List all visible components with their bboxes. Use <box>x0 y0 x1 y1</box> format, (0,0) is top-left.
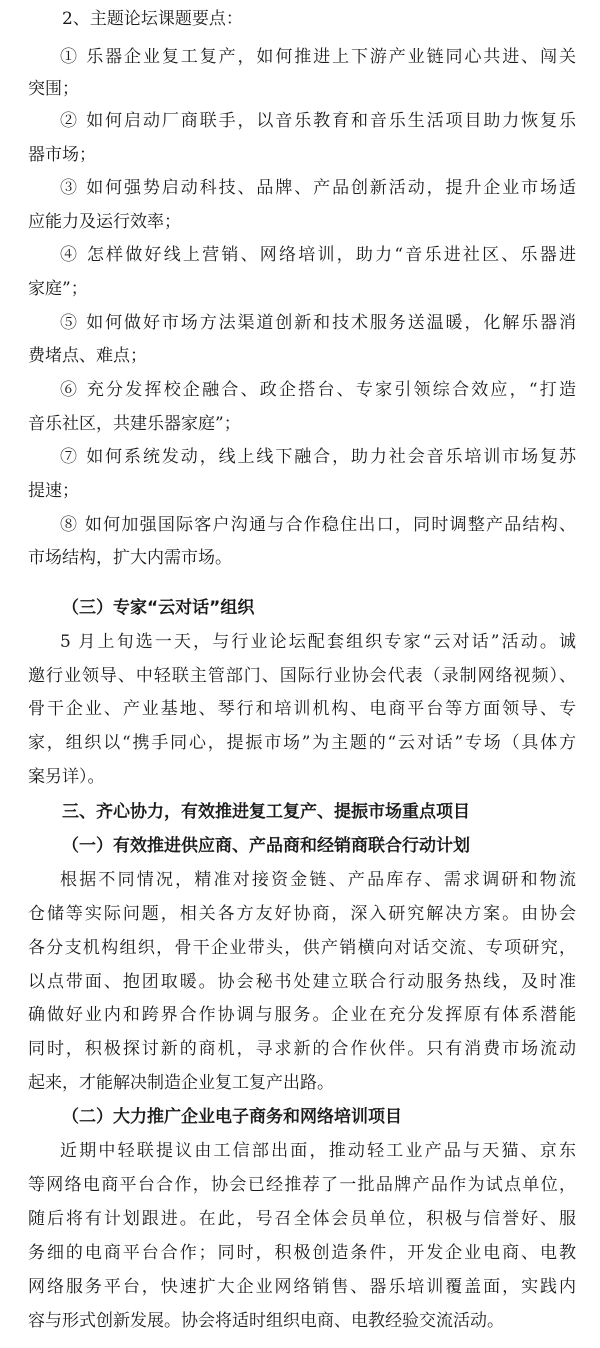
forum-point-4-line-2: 家庭”； <box>28 279 88 299</box>
supply-chain-line-7: 起来，才能解决制造企业复工复产出路。 <box>28 1073 334 1093</box>
forum-point-7-line-1: ⑦ 如何系统发动，线上线下融合，助力社会音乐培训市场复苏 <box>60 447 576 467</box>
forum-point-4-line-1: ④ 怎样做好线上营销、网络培训，助力“音乐进社区、乐器进 <box>60 245 576 265</box>
forum-point-3-line-1: ③ 如何强势启动科技、品牌、产品创新活动，提升企业市场适 <box>60 178 576 198</box>
supply-chain-line-4: 以点带面、抱团取暖。协会秘书处建立联合行动服务热线，及时准 <box>28 972 576 992</box>
supply-chain-line-6: 同时，积极探讨新的商机，寻求新的合作伙伴。只有消费市场流动 <box>28 1039 576 1059</box>
ecommerce-line-3: 随后将有计划跟进。在此，号召全体会员单位，积极与信誉好、服 <box>28 1209 576 1229</box>
supply-chain-line-3: 各分支机构组织，骨干企业带头，供产销横向对话交流、专项研究， <box>28 938 576 958</box>
cloud-dialogue-line-4: 家，组织以“携手同心，提振市场”为主题的“云对话”专场（具体方 <box>28 733 576 753</box>
forum-point-8-line-1: ⑧ 如何加强国际客户沟通与合作稳住出口，同时调整产品结构、 <box>60 515 576 535</box>
ecommerce-line-1: 近期中轻联提议由工信部出面，推动轻工业产品与天猫、京东 <box>60 1141 576 1161</box>
forum-point-8-line-2: 市场结构，扩大内需市场。 <box>28 548 232 568</box>
forum-point-7-line-2: 提速； <box>28 481 79 501</box>
cloud-dialogue-line-5: 案另详）。 <box>28 767 105 787</box>
cloud-dialogue-line-1: 5 月上旬选一天，与行业论坛配套组织专家“云对话”活动。诚 <box>60 632 576 652</box>
ecommerce-line-4: 务细的电商平台合作；同时，积极创造条件，开发企业电商、电教 <box>28 1243 576 1263</box>
forum-point-1-line-2: 突围； <box>28 79 79 99</box>
ecommerce-line-2: 等网络电商平台合作，协会已经推荐了一批品牌产品作为试点单位， <box>28 1175 576 1195</box>
cloud-dialogue-heading: （三）专家“云对话”组织 <box>62 598 255 618</box>
supply-chain-line-2: 仓储等实际问题，相关各方友好协商，深入研究解决方案。由协会 <box>28 904 576 924</box>
ecommerce-line-5: 网络服务平台，快速扩大企业网络销售、器乐培训覆盖面，实践内 <box>28 1277 576 1297</box>
cloud-dialogue-line-3: 骨干企业、产业基地、琴行和培训机构、电商平台等方面领导、专 <box>28 699 576 719</box>
supply-chain-heading: （一）有效推进供应商、产品商和经销商联合行动计划 <box>62 836 470 856</box>
cloud-dialogue-line-2: 邀行业领导、中轻联主管部门、国际行业协会代表（录制网络视频）、 <box>28 666 576 686</box>
forum-point-5-line-1: ⑤ 如何做好市场方法渠道创新和技术服务送温暖，化解乐器消 <box>60 313 576 333</box>
forum-point-3-line-2: 应能力及运行效率； <box>28 212 181 232</box>
ecommerce-heading: （二）大力推广企业电子商务和网络培训项目 <box>62 1107 402 1127</box>
forum-point-5-line-2: 费堵点、难点； <box>28 346 147 366</box>
section-three-heading: 三、齐心协力，有效推进复工复产、提振市场重点项目 <box>62 802 470 822</box>
forum-point-2-line-2: 器市场； <box>28 145 96 165</box>
forum-point-6-line-1: ⑥ 充分发挥校企融合、政企搭台、专家引领综合效应，“打造 <box>60 380 576 400</box>
supply-chain-line-1: 根据不同情况，精准对接资金链、产品库存、需求调研和物流 <box>60 870 576 890</box>
ecommerce-line-6: 容与形式创新发展。协会将适时组织电商、电教经验交流活动。 <box>28 1311 504 1331</box>
forum-point-6-line-2: 音乐社区，共建乐器家庭”； <box>28 414 241 434</box>
forum-point-1-line-1: ① 乐器企业复工复产，如何推进上下游产业链同心共进、闯关 <box>60 47 576 67</box>
forum-points-heading: 2、主题论坛课题要点： <box>62 9 243 29</box>
supply-chain-line-5: 确做好业内和跨界合作协调与服务。企业在充分发挥原有体系潜能 <box>28 1005 576 1025</box>
forum-point-2-line-1: ② 如何启动厂商联手，以音乐教育和音乐生活项目助力恢复乐 <box>60 111 576 131</box>
